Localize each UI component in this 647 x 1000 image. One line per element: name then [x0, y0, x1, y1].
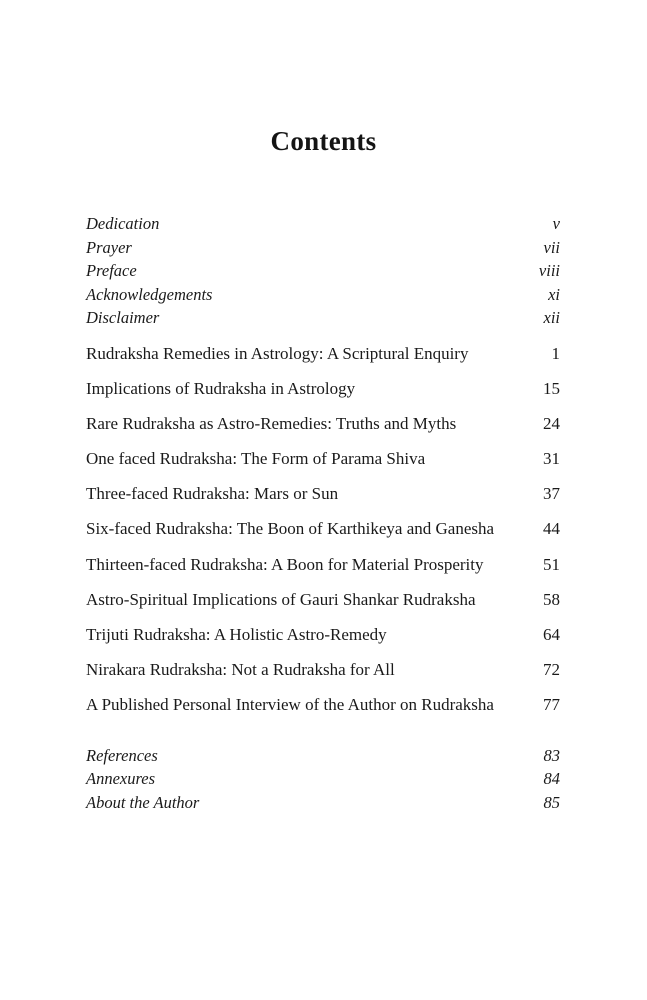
- toc-entry-page-number: 1: [551, 343, 560, 363]
- toc-entry-page-number: 72: [543, 660, 560, 680]
- toc-entry-label: Trijuti Rudraksha: A Holistic Astro-Remedy: [86, 625, 387, 644]
- back-matter-group: [86, 746, 560, 817]
- toc-entry-label: Prayer: [86, 237, 132, 257]
- toc-entry-label: Nirakara Rudraksha: Not a Rudraksha for All: [86, 660, 395, 680]
- toc-entry-page-number: 64: [543, 625, 560, 644]
- toc-entry-label: References: [86, 745, 158, 765]
- toc-back-matter-row[interactable]: [86, 746, 560, 770]
- toc-entry-label: Astro-Spiritual Implications of Gauri Shankar Rudraksha: [86, 589, 476, 609]
- toc-chapter-row[interactable]: [86, 590, 560, 625]
- toc-entry-label: Three-faced Rudraksha: Mars or Sun: [86, 484, 339, 504]
- toc-entry-page-number: 51: [543, 554, 560, 574]
- toc-entry-page-number: xi: [548, 284, 560, 304]
- toc-chapter-row[interactable]: [86, 519, 560, 554]
- toc-entry-page-number: 37: [543, 484, 560, 504]
- toc-entry-label: Dedication: [86, 214, 160, 233]
- toc-chapter-row[interactable]: [86, 555, 560, 590]
- front-matter-group: [86, 214, 560, 332]
- toc-front-matter-row[interactable]: [86, 214, 560, 238]
- toc-front-matter-row[interactable]: [86, 238, 560, 262]
- toc-entry-page-number: 44: [543, 519, 560, 539]
- toc-entry-page-number: v: [552, 214, 560, 233]
- toc-chapter-row[interactable]: [86, 449, 560, 484]
- toc-entry-label: Acknowledgements: [86, 284, 213, 304]
- toc-chapter-row[interactable]: [86, 484, 560, 519]
- toc-chapter-row[interactable]: [86, 695, 560, 730]
- toc-entry-label: Annexures: [86, 769, 156, 789]
- toc-entry-page-number: 58: [543, 589, 560, 609]
- toc-entry-page-number: 83: [543, 745, 560, 765]
- toc-entry-label: About the Author: [86, 792, 200, 812]
- toc-entry-page-number: 85: [543, 792, 560, 812]
- toc-entry-label: Six-faced Rudraksha: The Boon of Karthikeya and Ganesha: [86, 519, 495, 539]
- toc-entry-page-number: viii: [538, 261, 560, 280]
- toc-entry-page-number: 77: [543, 695, 560, 715]
- toc-entry-page-number: 84: [543, 769, 560, 789]
- toc-entry-page-number: vii: [543, 237, 560, 257]
- toc-entry-label: Rudraksha Remedies in Astrology: A Scriptural Enquiry: [86, 343, 469, 363]
- toc-entry-page-number: 24: [543, 413, 560, 433]
- toc-entry-label: A Published Personal Interview of the Author on Rudraksha: [86, 695, 494, 715]
- toc-back-matter-row[interactable]: [86, 793, 560, 817]
- toc-front-matter-row[interactable]: [86, 285, 560, 309]
- chapters-group: [86, 344, 560, 731]
- toc-chapter-row[interactable]: [86, 660, 560, 695]
- toc-front-matter-row[interactable]: [86, 308, 560, 332]
- toc-entry-page-number: 31: [543, 449, 560, 469]
- table-of-contents: [86, 214, 560, 816]
- page-title: Contents: [270, 126, 377, 156]
- toc-back-matter-row[interactable]: [86, 769, 560, 793]
- toc-entry-label: Rare Rudraksha as Astro-Remedies: Truths and Myths: [86, 413, 457, 433]
- toc-entry-label: One faced Rudraksha: The Form of Parama Shiva: [86, 449, 426, 469]
- toc-entry-page-number: xii: [543, 308, 560, 327]
- toc-chapter-row[interactable]: [86, 344, 560, 379]
- toc-chapter-row[interactable]: [86, 379, 560, 414]
- toc-entry-page-number: 15: [543, 378, 560, 398]
- toc-chapter-row[interactable]: [86, 625, 560, 660]
- toc-entry-label: Preface: [86, 261, 137, 280]
- toc-entry-label: Thirteen-faced Rudraksha: A Boon for Material Prosperity: [86, 554, 484, 574]
- toc-entry-label: Disclaimer: [86, 308, 160, 327]
- toc-front-matter-row[interactable]: [86, 261, 560, 285]
- toc-chapter-row[interactable]: [86, 414, 560, 449]
- toc-entry-label: Implications of Rudraksha in Astrology: [86, 378, 356, 398]
